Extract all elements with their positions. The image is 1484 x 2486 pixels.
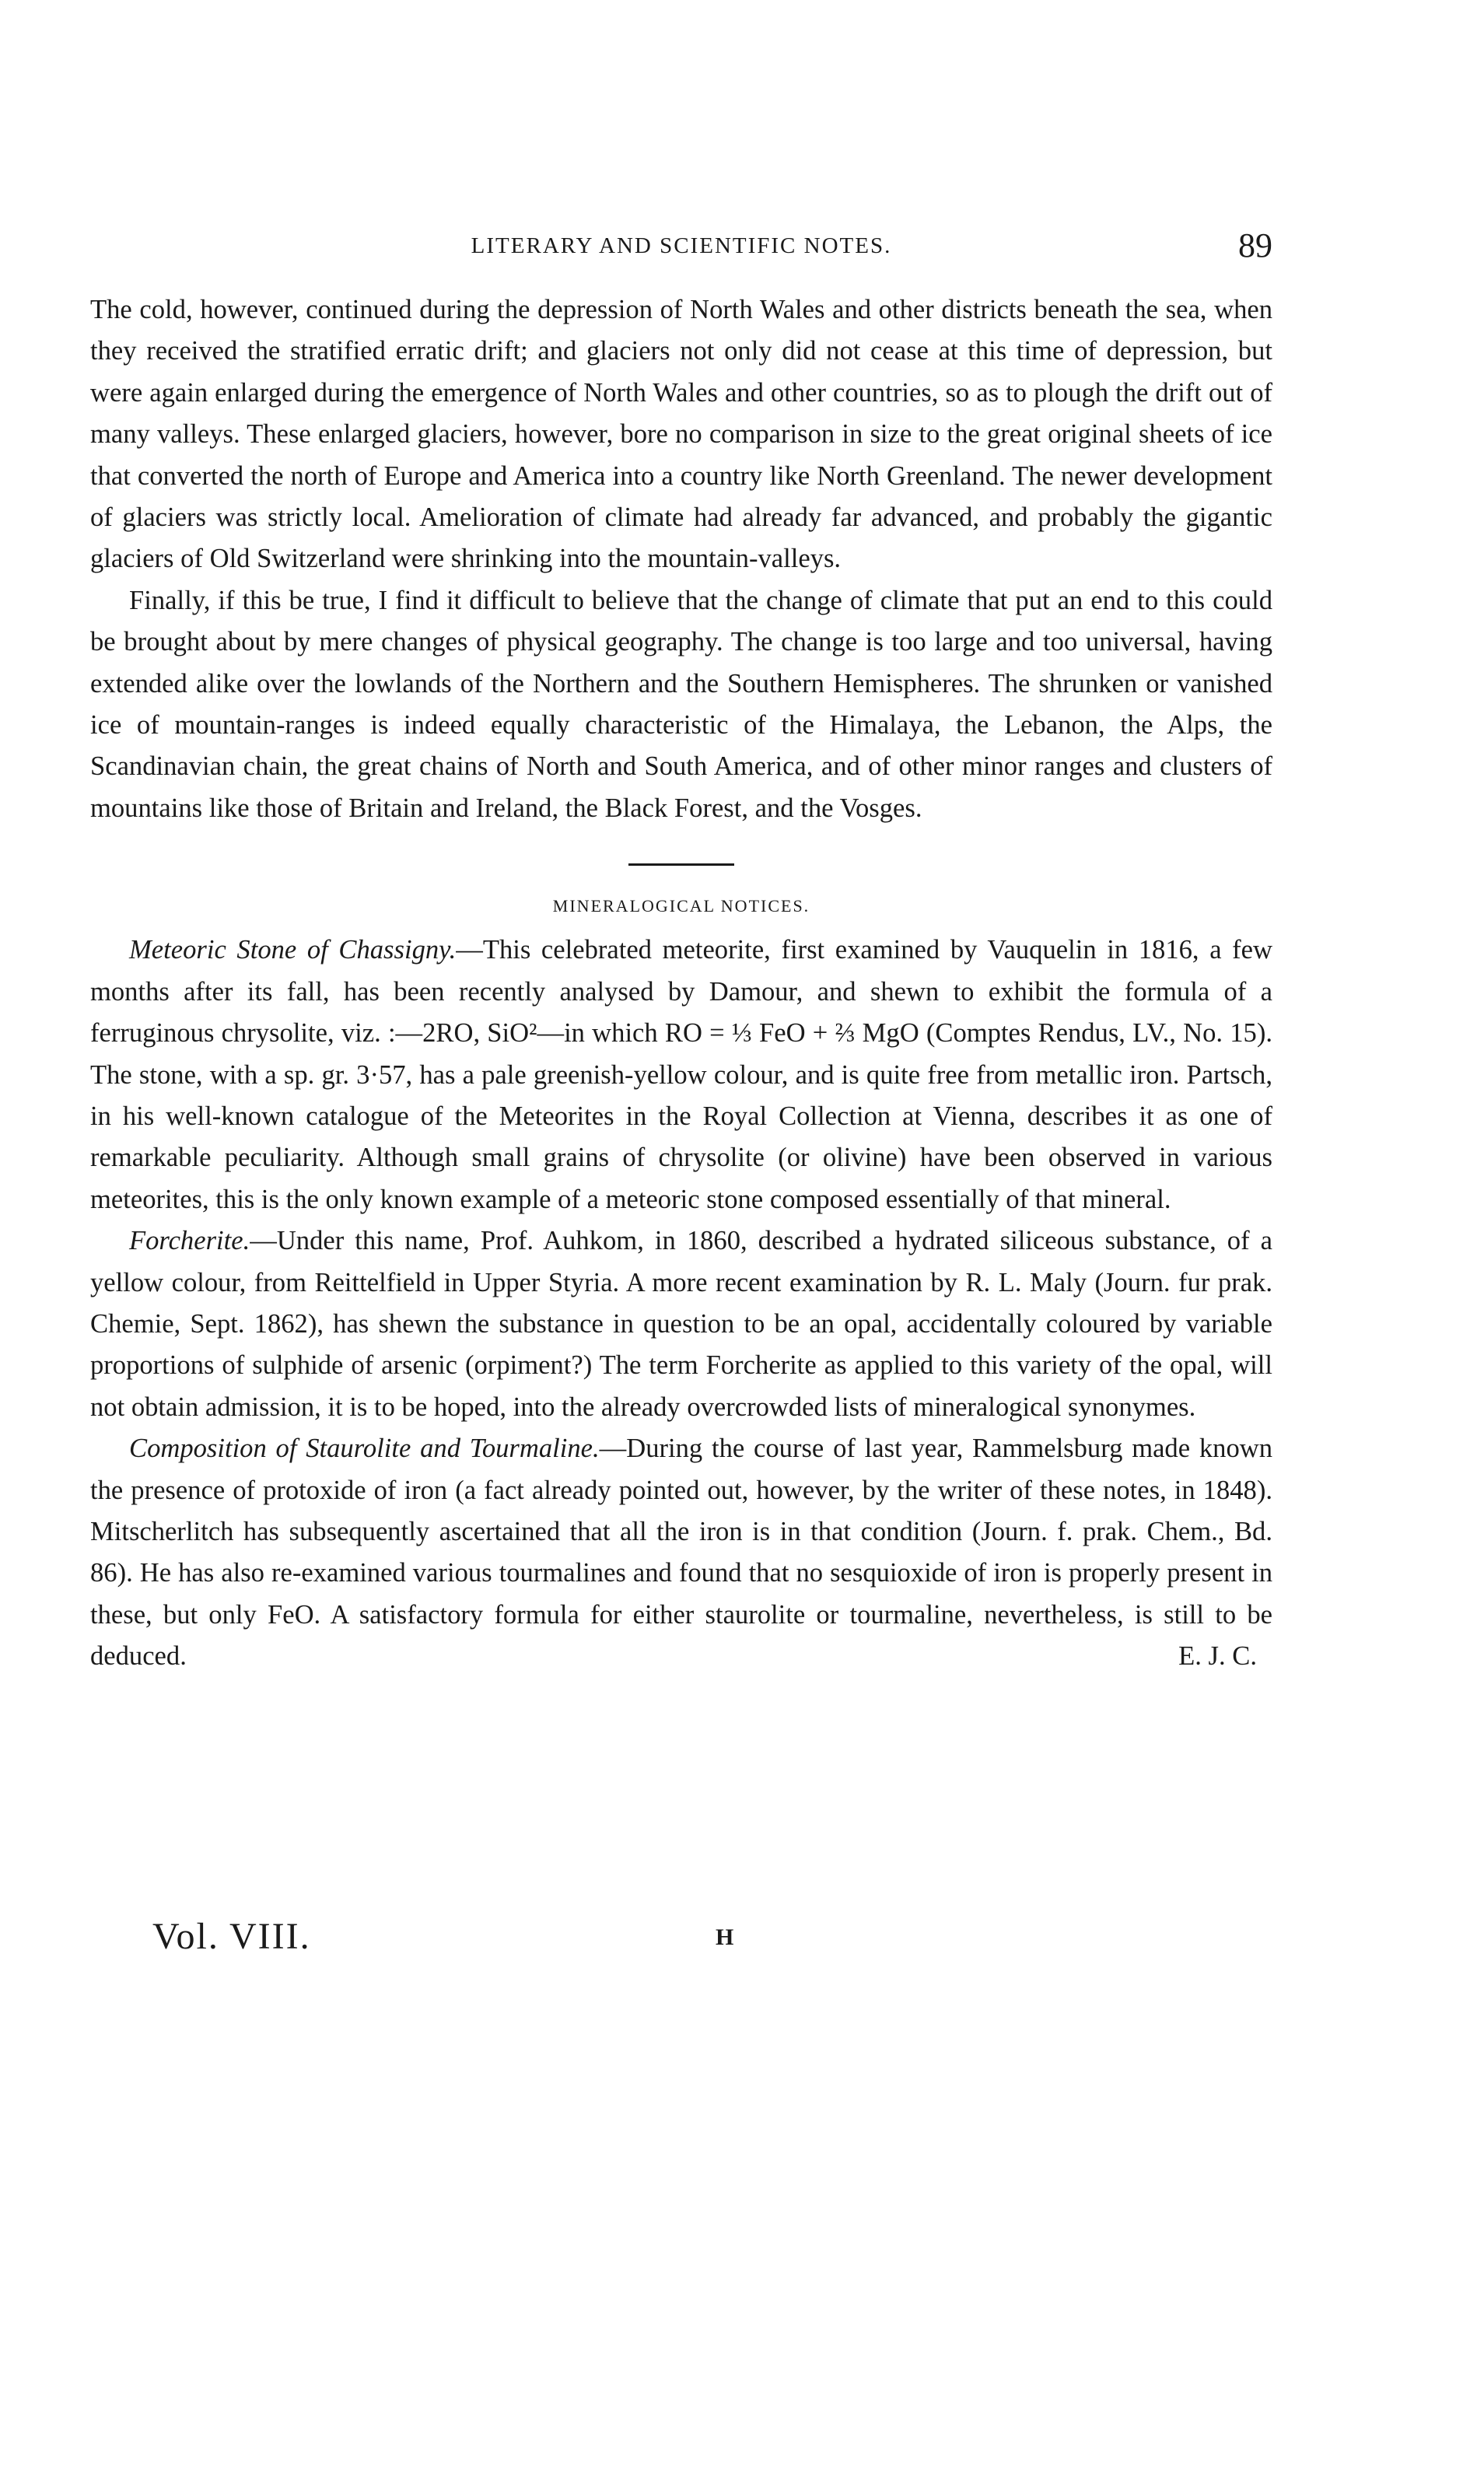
body-text [90, 289, 1272, 1678]
author-signature: E. J. C. [1178, 1641, 1257, 1672]
signature-mark: H [716, 1924, 734, 1950]
notice-text: —This celebrated meteorite, first examined by Vauquelin in 1816, a few months after its fall, has been recently analysed by Damour, and shewn to exhibit the formula of a ferruginous chrysolite, viz. :—2RO, SiO²—in which RO = ⅓ FeO + ⅔ MgO (Comptes Rendus, LV., No. 15). The stone, with a sp. gr. 3·57, has a pale greenish-yellow colour, and is quite free from metallic iron. Partsch, in his well-known catalogue of the Meteorites in the Royal Collection at Vienna, describes it as one of remarkable peculiarity. Although small grains of chrysolite (or olivine) have been observed in various meteorites, this is the only known example of a meteoric stone composed essentially of that mineral. [90, 935, 1272, 1214]
volume-footer: Vol. VIII. [152, 1916, 311, 1957]
running-title: LITERARY AND SCIENTIFIC NOTES. [471, 233, 892, 258]
notice-lead: Meteoric Stone of Chassigny. [129, 935, 457, 965]
section-divider [628, 863, 734, 866]
notice-text: —During the course of last year, Rammelsburg made known the presence of protoxide of iron (a fact already pointed out, however, by the writer of these notes, in 1848). Mitscherlitch has subsequently ascertained that all the iron is in that condition (Journ. f. prak. Chem., Bd. 86). He has also re-examined various tourmalines and found that no sesquioxide of iron is properly present in these, but only FeO. A satisfactory formula for either staurolite or tourmaline, nevertheless, is still to be deduced. [90, 1434, 1272, 1672]
paragraph: The cold, however, continued during the depression of North Wales and other districts beneath the sea, when they received the stratified erratic drift; and glaciers not only did not cease at this time of depression, but were again enlarged during the emergence of North Wales and other countries, so as to plough the drift out of many valleys. These enlarged glaciers, however, bore no comparison in size to the great original sheets of ice that converted the north of Europe and America into a country like North Greenland. The newer development of glaciers was strictly local. Amelioration of climate had already far advanced, and probably the gigantic glaciers of Old Switzerland were shrinking into the mountain-valleys. [90, 295, 1272, 574]
page-header [90, 226, 1272, 280]
notice-paragraph [90, 930, 1272, 1220]
notice-paragraph [90, 1220, 1272, 1428]
notice-lead: Forcherite. [129, 1226, 250, 1256]
page-number: 89 [1238, 226, 1272, 264]
paragraph: Finally, if this be true, I find it difficult to believe that the change of climate that put an end to this could be brought about by mere changes of physical geography. The change is too large and too universal, having extended alike over the lowlands of the Northern and the Southern Hemispheres. The shrunken or vanished ice of mountain-ranges is indeed equally characteristic of the Himalaya, the Lebanon, the Alps, the Scandinavian chain, the great chains of North and South America, and of other minor ranges and clusters of mountains like those of Britain and Ireland, the Black Forest, and the Vosges. [90, 585, 1272, 823]
notice-text: —Under this name, Prof. Auhkom, in 1860, described a hydrated siliceous substance, of a yellow colour, from Reittelfield in Upper Styria. A more recent examination by R. L. Maly (Journ. fur prak. Chemie, Sept. 1862), has shewn the substance in question to be an opal, accidentally coloured by variable proportions of sulphide of arsenic (orpiment?) The term Forcherite as applied to this variety of the opal, will not obtain admission, it is to be hoped, into the already overcrowded lists of mineralogical synonymes. [90, 1226, 1272, 1422]
section-heading: MINERALOGICAL NOTICES. [552, 896, 810, 916]
notice-lead: Composition of Staurolite and Tourmaline. [129, 1434, 600, 1464]
notice-paragraph [90, 1428, 1272, 1677]
